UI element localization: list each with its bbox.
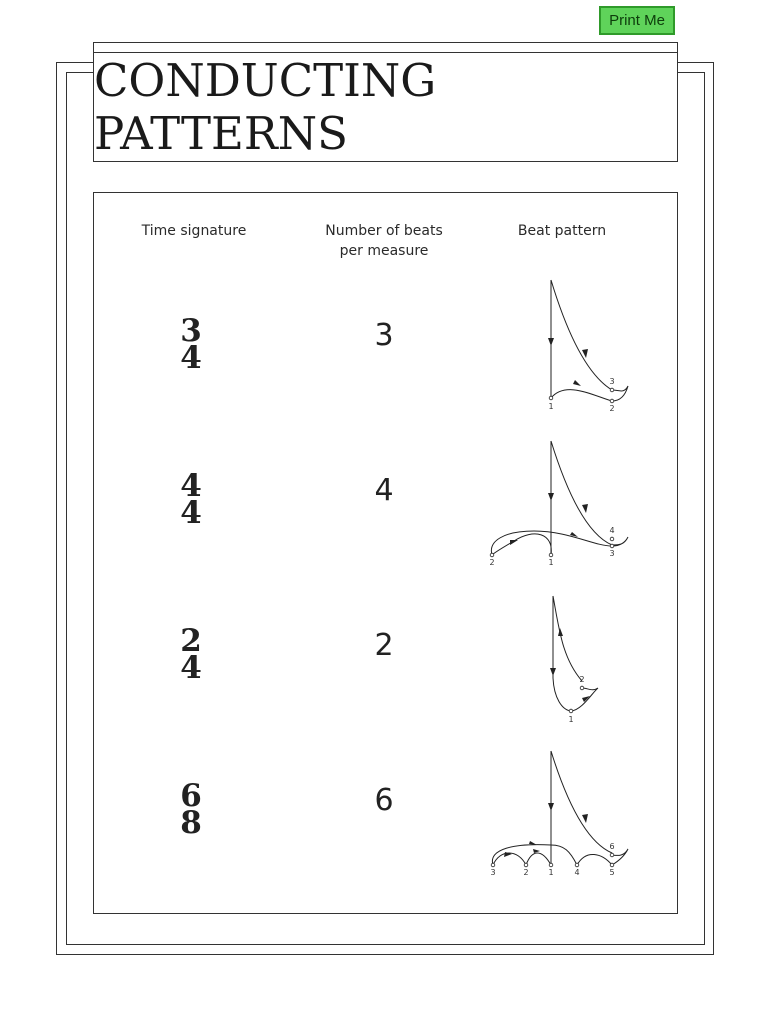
beat-label: 4 [574,868,580,877]
time-signature-top: 4 [180,468,202,504]
time-signature-bottom: 4 [180,495,202,531]
beats-count: 4 [374,473,394,508]
beat-label: 5 [609,868,615,877]
beat-label: 1 [548,558,554,567]
beat-pattern-4-svg [474,453,654,603]
time-signature-bottom: 8 [180,805,202,841]
beat-label: 1 [548,402,554,411]
beat-pattern-diagram [474,763,654,913]
beat-pattern-6-svg [474,763,654,913]
time-signature-top: 2 [180,623,202,659]
beat-label: 1 [548,868,554,877]
beat-pattern-diagram [474,608,654,758]
page-title: CONDUCTING PATTERNS [94,54,437,160]
content-box [93,192,678,914]
header-beats-line2: per measure [339,243,429,259]
pattern-row-2-4 [94,608,679,758]
beat-label: 2 [523,868,529,877]
beat-pattern-diagram [474,453,654,603]
time-signature-bottom: 4 [180,650,202,686]
time-signature [176,623,206,686]
beat-label: 2 [489,558,495,567]
title-box [93,52,678,162]
header-beats-line1: Number of beats [325,223,443,239]
beats-count: 2 [374,628,394,663]
time-signature [176,468,206,531]
print-button[interactable]: Print Me [599,6,675,35]
beat-label: 2 [609,404,615,413]
pattern-row-3-4 [94,298,679,448]
time-signature [176,313,206,376]
beat-label: 3 [490,868,496,877]
time-signature-top: 6 [180,778,202,814]
beat-label: 3 [609,549,615,558]
beat-pattern-diagram [474,298,654,448]
beat-pattern-3-svg [474,298,654,448]
beat-label: 2 [579,675,585,684]
pattern-row-4-4 [94,453,679,603]
beat-pattern-2-svg [474,608,654,758]
beats-count: 6 [374,783,394,818]
time-signature-bottom: 4 [180,340,202,376]
beat-label: 6 [609,842,615,851]
time-signature-top: 3 [180,313,202,349]
pattern-row-6-8 [94,763,679,913]
time-signature [176,778,206,841]
title-tab [93,42,678,52]
beat-label: 3 [609,377,615,386]
beat-label: 4 [609,526,615,535]
header-time-signature: Time signature [141,223,247,239]
header-beat-pattern: Beat pattern [517,223,607,239]
beats-count: 3 [374,318,394,353]
beat-label: 1 [568,715,574,724]
header-beats-per-measure [314,221,454,261]
